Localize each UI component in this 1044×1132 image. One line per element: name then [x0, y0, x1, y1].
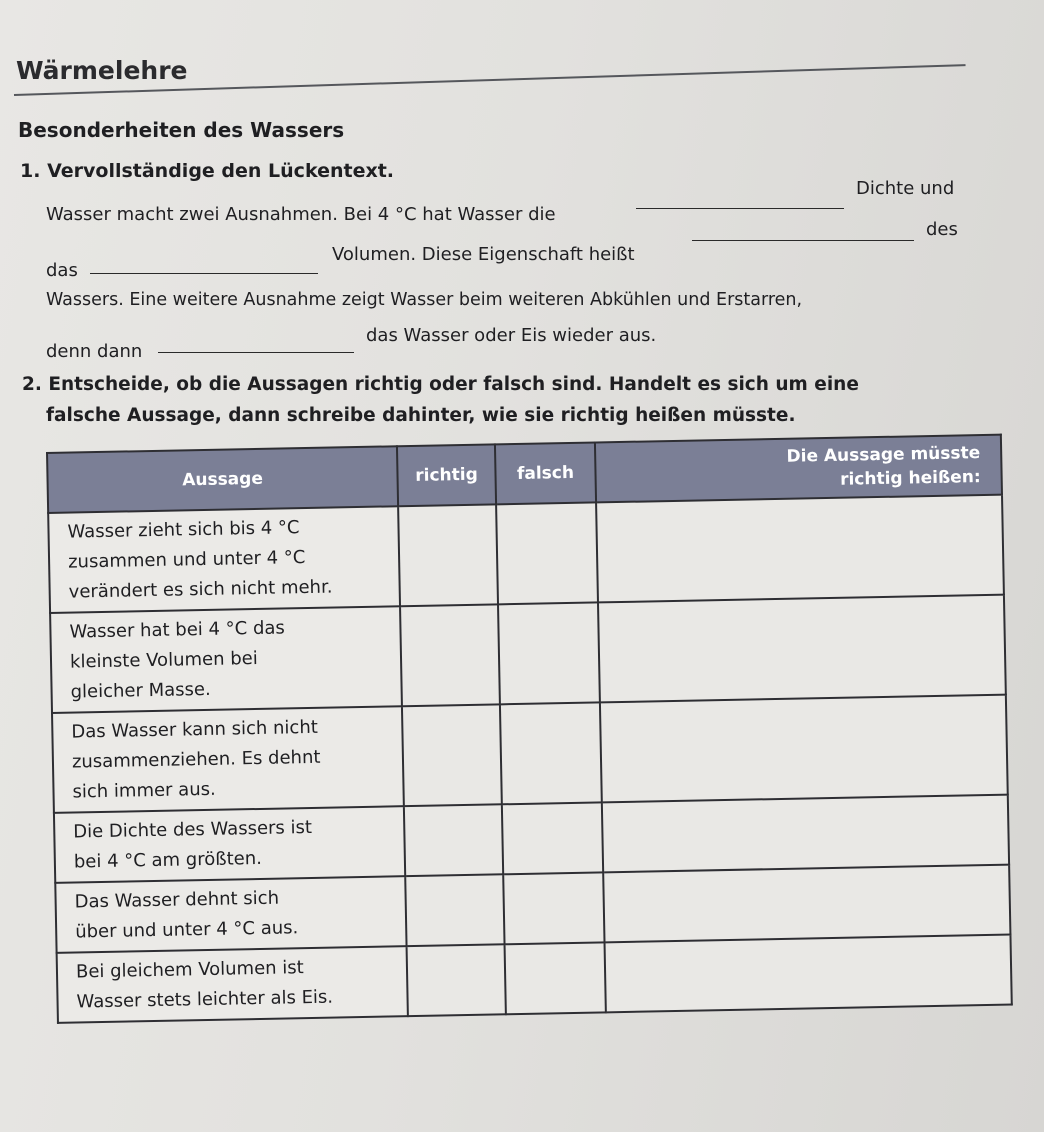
wrong-checkbox-cell[interactable] [496, 502, 598, 604]
correct-checkbox-cell[interactable] [407, 944, 506, 1016]
correction-input-cell[interactable] [605, 935, 1012, 1013]
cloze-line-2a: das [46, 260, 78, 281]
correction-input-cell[interactable] [596, 495, 1004, 603]
wrong-checkbox-cell[interactable] [503, 872, 604, 944]
task-2-number: 2. [22, 374, 42, 395]
statement-cell [55, 876, 406, 953]
cloze-line-2c: des [926, 219, 958, 240]
correct-checkbox-cell[interactable] [398, 504, 498, 606]
statement-cell [52, 706, 404, 813]
statement-line: kleinste Volumen bei [69, 647, 258, 673]
header-wrong: falsch [495, 442, 596, 504]
statement-line: Das Wasser dehnt sich [74, 887, 280, 913]
header-correction-line-2: richtig heißen: [839, 467, 981, 490]
wrong-checkbox-cell[interactable] [500, 702, 602, 804]
statement-cell [50, 606, 402, 713]
statement-line: verändert es sich nicht mehr. [68, 576, 333, 603]
cloze-blank-1[interactable] [636, 208, 844, 209]
task-2-instruction-line-1: Entscheide, ob die Aussagen richtig oder falsch sind. Handelt es sich um eine [48, 374, 859, 395]
correct-checkbox-cell[interactable] [400, 604, 500, 706]
wrong-checkbox-cell[interactable] [498, 602, 600, 704]
statement-line: Die Dichte des Wassers ist [73, 816, 313, 843]
statement-line: zusammen und unter 4 °C [67, 547, 306, 573]
statement-line: Das Wasser kann sich nicht [71, 716, 319, 743]
chapter-title: Wärmelehre [16, 56, 188, 85]
table-row [52, 695, 1008, 813]
wrong-checkbox-cell[interactable] [502, 802, 603, 874]
correct-checkbox-cell[interactable] [405, 874, 504, 946]
header-statement: Aussage [47, 446, 398, 513]
cloze-line-4b: das Wasser oder Eis wieder aus. [366, 325, 657, 346]
statement-line: gleicher Masse. [70, 678, 211, 703]
correction-input-cell[interactable] [603, 865, 1010, 943]
correct-checkbox-cell[interactable] [404, 804, 503, 876]
statement-cell [57, 946, 408, 1023]
correct-checkbox-cell[interactable] [402, 704, 502, 806]
statement-line: sich immer aus. [72, 778, 216, 803]
statement-table [46, 434, 1013, 1024]
cloze-line-1b: Dichte und [856, 178, 955, 199]
task-1-instruction: Vervollständige den Lückentext. [47, 160, 395, 182]
cloze-line-3: Wassers. Eine weitere Ausnahme zeigt Wasser beim weiteren Abkühlen und Erstarren, [46, 290, 803, 310]
header-correction-line-1: Die Aussage müsste [786, 443, 981, 467]
table-row [50, 595, 1006, 713]
correction-input-cell[interactable] [598, 595, 1006, 703]
cloze-line-1a: Wasser macht zwei Ausnahmen. Bei 4 °C hat Wasser die [46, 204, 556, 225]
correction-input-cell[interactable] [600, 695, 1008, 803]
table-row [48, 495, 1004, 613]
statement-cell [54, 806, 405, 883]
statement-cell [48, 506, 400, 613]
cloze-blank-4[interactable] [158, 352, 354, 353]
statement-line: Bei gleichem Volumen ist [75, 957, 304, 983]
statement-line: bei 4 °C am größten. [73, 847, 263, 873]
correction-input-cell[interactable] [602, 795, 1009, 873]
statement-line: Wasser stets leichter als Eis. [76, 986, 334, 1013]
cloze-blank-3[interactable] [692, 240, 914, 241]
statement-line: zusammenziehen. Es dehnt [71, 746, 321, 773]
cloze-line-4a: denn dann [46, 341, 143, 362]
statement-line: Wasser zieht sich bis 4 °C [67, 517, 300, 543]
header-correct: richtig [397, 444, 496, 506]
header-correction [595, 435, 1002, 503]
task-1-heading [20, 160, 394, 182]
cloze-line-2b: Volumen. Diese Eigenschaft heißt [332, 244, 635, 265]
section-title: Besonderheiten des Wassers [18, 118, 345, 142]
task-2-heading [22, 374, 859, 395]
cloze-blank-2[interactable] [90, 273, 318, 274]
statement-line: Wasser hat bei 4 °C das [69, 617, 285, 643]
task-1-number: 1. [20, 160, 41, 182]
task-2-instruction-line-2: falsche Aussage, dann schreibe dahinter, wie sie richtig heißen müsste. [46, 405, 796, 426]
wrong-checkbox-cell[interactable] [505, 942, 606, 1014]
statement-line: über und unter 4 °C aus. [75, 917, 299, 943]
